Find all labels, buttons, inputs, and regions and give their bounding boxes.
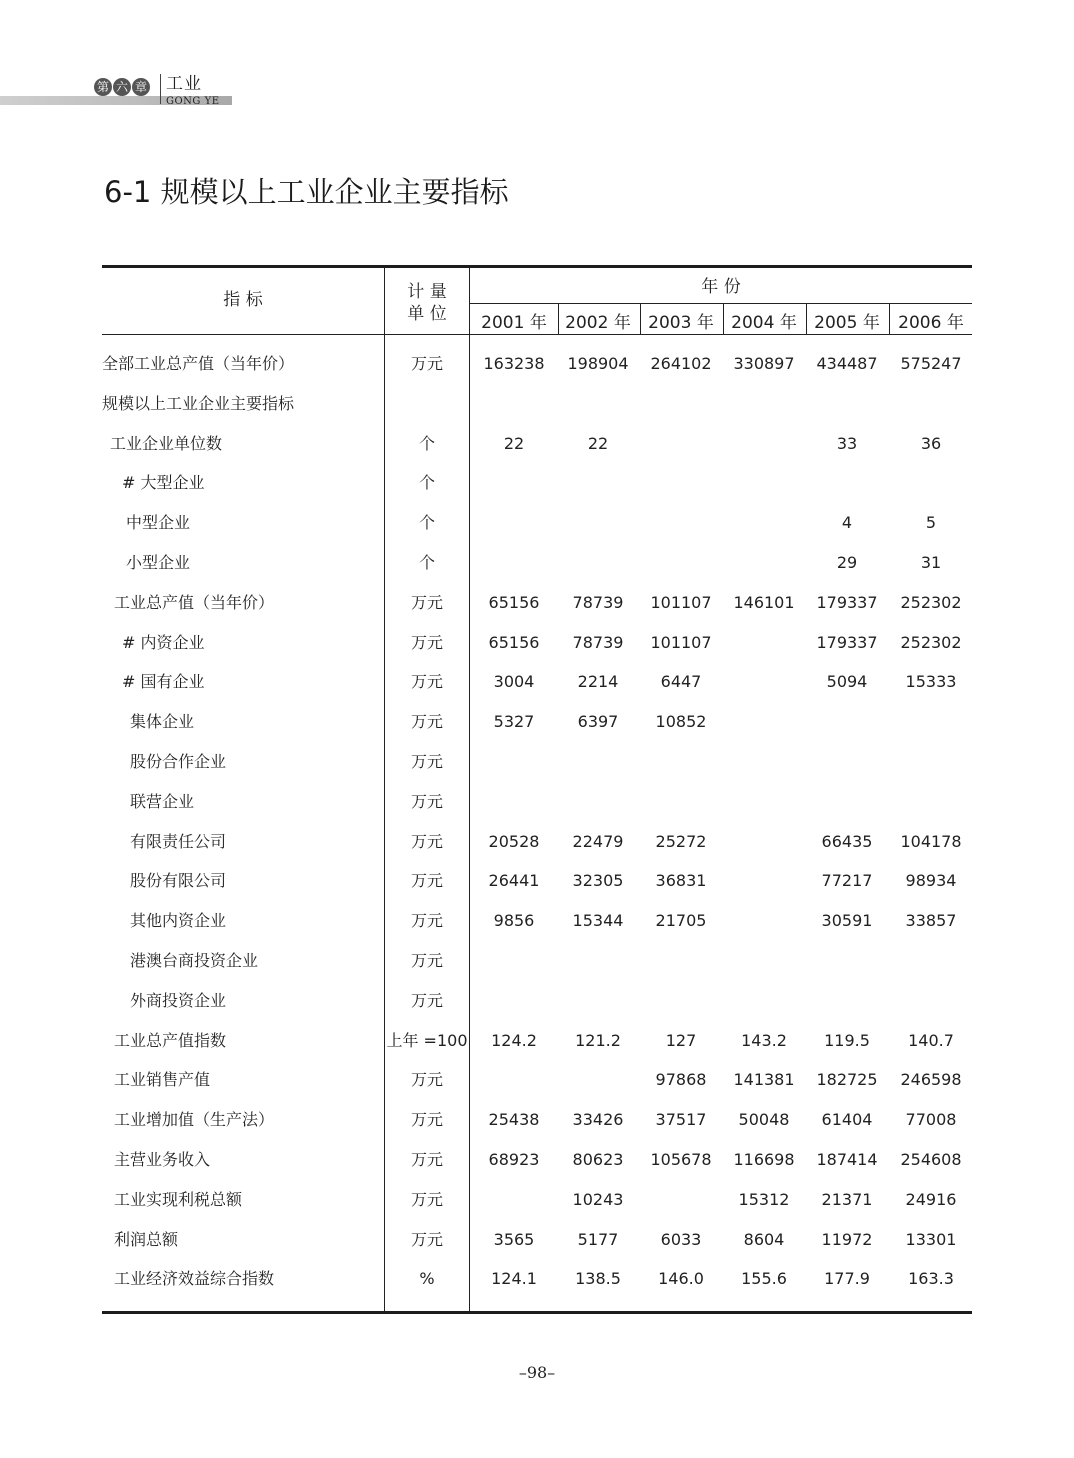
- table-row: [102, 1065, 972, 1095]
- row-label: 全部工业总产值（当年价）: [102, 354, 295, 373]
- table-row: [102, 1105, 972, 1135]
- table-row: [102, 1145, 972, 1175]
- row-unit: 万元: [410, 911, 443, 931]
- row-value: 36831: [655, 871, 707, 891]
- row-value: 33426: [572, 1110, 624, 1130]
- row-label: 利润总额: [114, 1229, 179, 1249]
- row-label: 工业销售产值: [114, 1070, 211, 1090]
- year-column-header: 2003 年: [648, 313, 714, 333]
- row-label: 中型企业: [126, 513, 191, 533]
- row-value: 146101: [733, 592, 795, 612]
- row-value: 4: [841, 513, 853, 533]
- row-value: 20528: [488, 831, 540, 851]
- row-value: 25438: [488, 1110, 540, 1130]
- row-value: 22: [503, 433, 525, 453]
- row-value: 11972: [821, 1229, 873, 1249]
- year-column-header: 2002 年: [565, 313, 631, 333]
- row-value: 252302: [900, 632, 962, 652]
- row-unit: 万元: [410, 632, 443, 652]
- table-row: [102, 787, 972, 817]
- row-value: 146.0: [658, 1269, 704, 1289]
- row-value: 37517: [655, 1110, 707, 1130]
- row-value: 116698: [733, 1150, 795, 1169]
- table-row: [102, 468, 972, 498]
- row-unit: 万元: [410, 990, 443, 1010]
- row-value: 5094: [826, 672, 868, 692]
- row-value: 10243: [572, 1189, 624, 1209]
- table-row: [102, 827, 972, 857]
- row-label: 其他内资企业: [130, 911, 227, 931]
- year-column-header: 2001 年: [481, 313, 547, 333]
- row-label: # 大型企业: [122, 473, 205, 493]
- row-unit: 万元: [410, 951, 443, 970]
- row-value: 179337: [816, 632, 878, 652]
- chapter-seal-char: 第: [94, 78, 112, 96]
- row-value: 32305: [572, 871, 624, 891]
- row-value: 22: [587, 433, 609, 453]
- row-value: 198904: [567, 354, 629, 373]
- row-value: 80623: [572, 1150, 624, 1169]
- row-value: 575247: [900, 354, 962, 373]
- row-value: 143.2: [741, 1030, 787, 1050]
- row-unit: 万元: [410, 1070, 443, 1090]
- row-value: 5177: [577, 1229, 619, 1249]
- row-value: 78739: [572, 632, 624, 652]
- row-label: # 内资企业: [122, 632, 205, 652]
- row-unit: 万元: [410, 791, 443, 811]
- row-value: 66435: [821, 831, 873, 851]
- row-unit: 万元: [410, 831, 443, 851]
- row-label: 规模以上工业企业主要指标: [102, 393, 295, 413]
- row-label: 工业增加值（生产法）: [114, 1110, 275, 1130]
- row-value: 8604: [743, 1229, 785, 1249]
- row-value: 5: [925, 513, 937, 533]
- chapter-seal-char: 六: [113, 78, 131, 96]
- row-value: 6397: [577, 712, 619, 732]
- year-group-rule: [469, 303, 972, 304]
- header-separator: [160, 74, 161, 104]
- row-value: 127: [665, 1030, 697, 1050]
- row-value: 177.9: [824, 1269, 870, 1289]
- row-unit: 万元: [410, 1229, 443, 1249]
- row-value: 21705: [655, 911, 707, 931]
- chapter-seal-char: 章: [132, 78, 150, 96]
- year-column-header: 2004 年: [731, 313, 797, 333]
- table-row: [102, 508, 972, 538]
- row-unit: 个: [418, 433, 435, 453]
- row-value: 15344: [572, 911, 624, 931]
- row-value: 21371: [821, 1189, 873, 1209]
- row-label: 联营企业: [130, 791, 195, 811]
- table-top-rule: [102, 265, 972, 268]
- row-label: 股份合作企业: [130, 752, 227, 771]
- table-row: [102, 707, 972, 737]
- row-value: 31: [920, 553, 942, 572]
- table-row: [102, 1185, 972, 1215]
- row-value: 163238: [483, 354, 545, 373]
- row-value: 138.5: [575, 1269, 621, 1289]
- row-value: 30591: [821, 911, 873, 931]
- row-value: 187414: [816, 1150, 878, 1169]
- row-value: 119.5: [824, 1030, 870, 1050]
- row-value: 163.3: [908, 1269, 954, 1289]
- year-group-header: 年 份: [701, 277, 741, 297]
- indicator-column-header: 指 标: [223, 290, 263, 310]
- row-unit: 个: [418, 553, 435, 572]
- row-value: 101107: [650, 632, 712, 652]
- row-unit: 个: [418, 473, 435, 493]
- row-label: 集体企业: [130, 712, 195, 732]
- row-value: 254608: [900, 1150, 962, 1169]
- row-value: 121.2: [575, 1030, 621, 1050]
- table-bottom-rule: [102, 1311, 972, 1314]
- row-value: 50048: [738, 1110, 790, 1130]
- row-value: 124.1: [491, 1269, 537, 1289]
- row-unit: 万元: [410, 354, 443, 373]
- row-value: 434487: [816, 354, 878, 373]
- row-label: 有限责任公司: [130, 831, 227, 851]
- row-value: 140.7: [908, 1030, 954, 1050]
- table-row: [102, 986, 972, 1016]
- page-title: 6-1 规模以上工业企业主要指标: [104, 175, 509, 209]
- row-value: 264102: [650, 354, 712, 373]
- row-label: 外商投资企业: [130, 990, 227, 1010]
- year-column-header: 2005 年: [814, 313, 880, 333]
- unit-column-header-line1: 计 量: [407, 282, 447, 302]
- row-label: 工业实现利税总额: [114, 1189, 243, 1209]
- chapter-subtitle: GONG YE: [166, 96, 220, 107]
- table-row: [102, 667, 972, 697]
- row-value: 141381: [733, 1070, 795, 1090]
- row-value: 61404: [821, 1110, 873, 1130]
- row-unit: 万元: [410, 871, 443, 891]
- row-label: 工业经济效益综合指数: [114, 1269, 275, 1289]
- row-value: 77008: [905, 1110, 957, 1130]
- table-row: [102, 946, 972, 976]
- row-value: 68923: [488, 1150, 540, 1169]
- row-label: # 国有企业: [122, 672, 205, 692]
- row-unit: 万元: [410, 752, 443, 771]
- row-label: 工业总产值指数: [114, 1030, 227, 1050]
- table-row: [102, 747, 972, 777]
- row-value: 15312: [738, 1189, 790, 1209]
- row-unit: 个: [418, 513, 435, 533]
- row-value: 98934: [905, 871, 957, 891]
- row-unit: 上年 =100: [386, 1030, 468, 1050]
- table-row: [102, 588, 972, 618]
- row-value: 124.2: [491, 1030, 537, 1050]
- table-row: [102, 628, 972, 658]
- row-value: 3565: [493, 1229, 535, 1249]
- row-value: 26441: [488, 871, 540, 891]
- row-unit: 万元: [410, 712, 443, 732]
- row-value: 6447: [660, 672, 702, 692]
- row-label: 主营业务收入: [114, 1150, 211, 1169]
- row-value: 3004: [493, 672, 535, 692]
- row-value: 13301: [905, 1229, 957, 1249]
- chapter-seal: [94, 78, 152, 98]
- table-row: [102, 1225, 972, 1255]
- table-row: [102, 548, 972, 578]
- row-unit: 万元: [410, 672, 443, 692]
- row-unit: %: [419, 1269, 435, 1289]
- unit-column-header-line2: 单 位: [407, 304, 447, 324]
- row-label: 股份有限公司: [130, 871, 227, 891]
- chapter-title: 工业: [166, 74, 202, 94]
- table-row: [102, 349, 972, 379]
- row-value: 2214: [577, 672, 619, 692]
- row-value: 330897: [733, 354, 795, 373]
- table-row: [102, 429, 972, 459]
- row-value: 6033: [660, 1229, 702, 1249]
- table-row: [102, 389, 972, 419]
- row-value: 22479: [572, 831, 624, 851]
- row-value: 5327: [493, 712, 535, 732]
- table-row: [102, 1264, 972, 1294]
- row-value: 104178: [900, 831, 962, 851]
- row-value: 246598: [900, 1070, 962, 1090]
- row-label: 工业企业单位数: [110, 433, 223, 453]
- row-value: 33: [836, 433, 858, 453]
- row-unit: 万元: [410, 592, 443, 612]
- row-value: 65156: [488, 592, 540, 612]
- row-label: 工业总产值（当年价）: [114, 592, 275, 612]
- table-row: [102, 866, 972, 896]
- year-column-header: 2006 年: [898, 313, 964, 333]
- row-value: 33857: [905, 911, 957, 931]
- row-value: 179337: [816, 592, 878, 612]
- row-unit: 万元: [410, 1150, 443, 1169]
- row-label: 小型企业: [126, 553, 191, 572]
- row-value: 155.6: [741, 1269, 787, 1289]
- row-value: 182725: [816, 1070, 878, 1090]
- table-row: [102, 1026, 972, 1056]
- row-value: 29: [836, 553, 858, 572]
- row-value: 25272: [655, 831, 707, 851]
- row-value: 78739: [572, 592, 624, 612]
- row-value: 77217: [821, 871, 873, 891]
- row-unit: 万元: [410, 1110, 443, 1130]
- row-label: 港澳台商投资企业: [130, 951, 259, 970]
- row-value: 101107: [650, 592, 712, 612]
- row-value: 24916: [905, 1189, 957, 1209]
- row-value: 15333: [905, 672, 957, 692]
- row-value: 36: [920, 433, 942, 453]
- row-value: 10852: [655, 712, 707, 732]
- row-value: 105678: [650, 1150, 712, 1169]
- row-value: 9856: [493, 911, 535, 931]
- row-value: 252302: [900, 592, 962, 612]
- indicator-table: [102, 265, 972, 1315]
- row-value: 65156: [488, 632, 540, 652]
- table-row: [102, 906, 972, 936]
- row-value: 97868: [655, 1070, 707, 1090]
- row-unit: 万元: [410, 1189, 443, 1209]
- page-number: –98–: [518, 1363, 556, 1382]
